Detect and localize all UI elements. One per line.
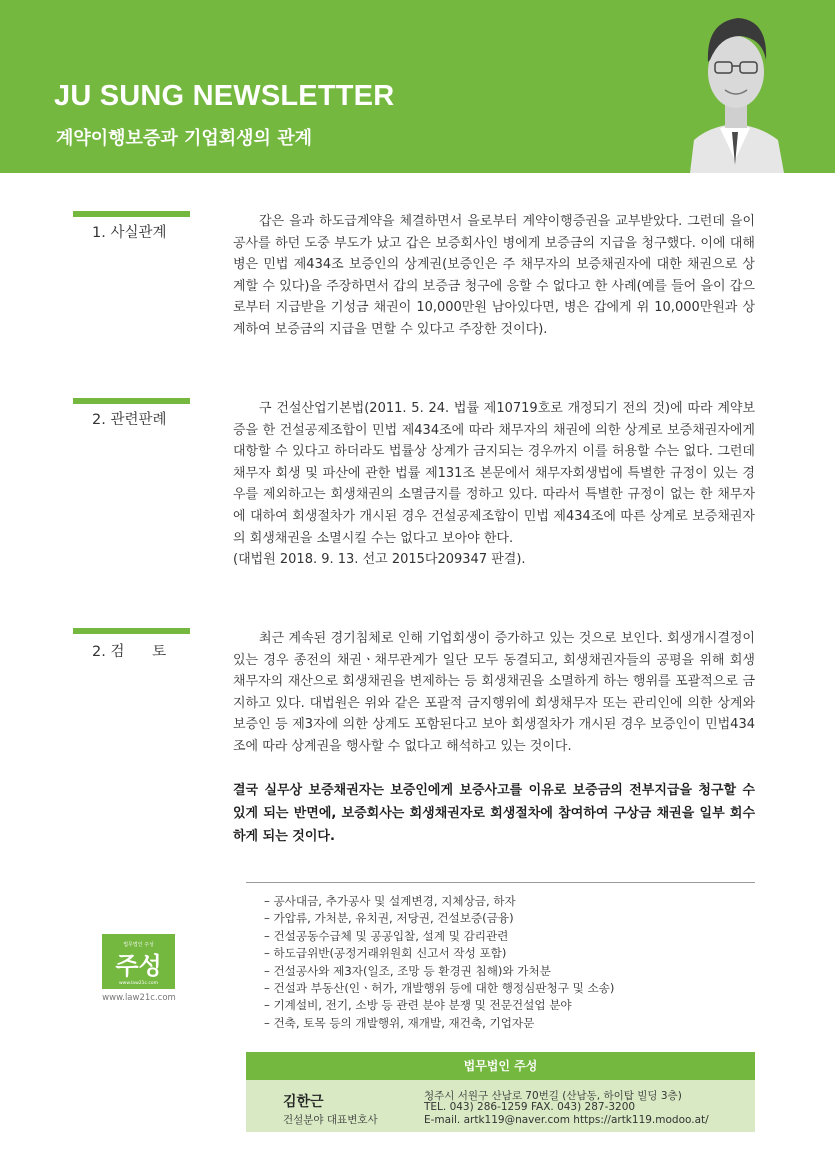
list-item: – 기계설비, 전기, 소방 등 관련 분야 분쟁 및 전문건설업 분야: [264, 998, 572, 1013]
list-item: – 건설공동수급체 및 공공입찰, 설계 및 감리관련: [264, 928, 509, 943]
portrait-image: [680, 0, 790, 173]
firm-name: 법무법인 주성: [463, 1059, 538, 1073]
section-2-body: [233, 398, 755, 571]
practice-areas-list: [264, 893, 614, 1032]
section-1-paragraph: 갑은 을과 하도급계약을 체결하면서 을로부터 계약이행증권을 교부받았다. 그런데 을이 공사를 하던 도중 부도가 났고 갑은 보증회사인 병에게 보증금의 지급을 청구했다. 이에 대해 병은 민법 제434조 보증인의 상계권(보증인은 주 채무자의 보증채권자에 대한 채권으로 상계할 수 있다)을 주장하면서 갑의 보증금 청구에 응할 수 없다고 한 사례(예를 들어 을이 갑으로부터 지급받을 기성금 채권이 10,000만원 남아있다면, 병은 갑에게 위 10,000만원과 상계하여 보증금의 지급을 면할 수 있다고 주장한 것이다).: [233, 214, 755, 337]
section-1-bar: [73, 211, 190, 217]
section-1-body: [233, 211, 755, 341]
list-item: – 공사대금, 추가공사 및 설계변경, 지체상금, 하자: [264, 894, 516, 908]
section-3-body: [233, 628, 755, 758]
section-3-label: 2. 검 토: [92, 644, 167, 660]
section-2-citation: (대법원 2018. 9. 13. 선고 2015다209347 판결).: [233, 552, 526, 568]
firm-logo: [102, 934, 175, 989]
section-2-label: 2. 관련판례: [92, 412, 167, 428]
logo-main-text: 주성: [115, 952, 162, 980]
firm-website[interactable]: www.law21c.com: [102, 993, 176, 1003]
section-3-paragraph: 최근 계속된 경기침체로 인해 기업회생이 증가하고 있는 것으로 보인다. 회생개시결정이 있는 경우 종전의 채권ㆍ채무관계가 일단 모두 동결되고, 회생채권자들의 공평을 위해 회생채무자의 재산으로 회생채권을 변제하는 등 회생채권을 소멸하게 하는 행위를 포괄적으로 금지하고 있다. 대법원은 위와 같은 포괄적 금지행위에 회생채무자 또는 관리인에 의한 상계와 보증인 등 제3자에 의한 상계도 포함된다고 보아 회생절차가 개시된 경우 보증인이 민법434조에 따라 상계권을 행사할 수 없다고 해석하고 있는 것이다.: [233, 631, 755, 754]
newsletter-title: JU SUNG NEWSLETTER: [54, 80, 395, 112]
logo-web-text: www.law21c.com: [119, 981, 158, 986]
firm-email[interactable]: E-mail. artk119@naver.com https://artk119.modoo.at/: [424, 1114, 709, 1126]
list-item: – 건설공사와 제3자(일조, 조망 등 환경권 침해)와 가처분: [264, 963, 551, 978]
section-1-label: 1. 사실관계: [92, 225, 167, 241]
section-2-paragraph: 구 건설산업기본법(2011. 5. 24. 법률 제10719호로 개정되기 전의 것)에 따라 계약보증을 한 건설공제조합이 민법 제434조에 따라 채무자의 채권에 의한 상계로 보증채권자에게 대항할 수 있다고 하더라도 법률상 상계가 금지되는 경우까지 이를 허용할 수는 없다. 그런데 채무자 회생 및 파산에 관한 법률 제131조 본문에서 채무자회생법에 특별한 규정이 있는 경우를 제외하고는 회생채권의 소멸금지를 정하고 있다. 따라서 특별한 규정이 없는 한 채무자에 대하여 회생절차가 개시된 경우 건설공제조합이 민법 제434조에 따른 상계로 보증채권자의 회생채권을 소멸시킬 수는 없다고 보아야 한다.: [233, 401, 755, 546]
firm-phone: TEL. 043) 286-1259 FAX. 043) 287-3200: [424, 1101, 636, 1113]
lawyer-title: 건설분야 대표변호사: [283, 1114, 378, 1126]
lawyer-portrait: [680, 0, 790, 173]
section-3-bar: [73, 628, 190, 634]
section-2-bar: [73, 398, 190, 404]
logo-mark: [102, 934, 175, 989]
firm-address: 청주시 서원구 산남로 70번길 (산남동, 하이탑 빌딩 3층): [424, 1090, 682, 1102]
lawyer-name: 김한근: [283, 1094, 324, 1110]
section-3-conclusion: 결국 실무상 보증채권자는 보증인에게 보증사고를 이유로 보증금의 전부지급을 청구할 수 있게 되는 반면에, 보증회사는 회생채권자로 회생절차에 참여하여 구상금 채권을 일부 회수하게 되는 것이다.: [233, 783, 755, 844]
list-item: – 건축, 토목 등의 개발행위, 재개발, 재건축, 기업자문: [264, 1015, 535, 1030]
services-divider: [246, 882, 755, 883]
list-item: – 하도급위반(공정거래위원회 신고서 작성 포함): [264, 946, 507, 961]
list-item: – 가압류, 가처분, 유치권, 저당권, 건설보증(금융): [264, 911, 514, 926]
header-banner: [0, 0, 835, 173]
newsletter-subtitle: 계약이행보증과 기업회생의 관계: [56, 128, 312, 149]
list-item: – 건설과 부동산(인ㆍ허가, 개발행위 등에 대한 행정심판청구 및 소송): [264, 981, 615, 996]
firm-name-band: [246, 1052, 755, 1080]
logo-small-text: 법무법인 주성: [123, 942, 154, 948]
